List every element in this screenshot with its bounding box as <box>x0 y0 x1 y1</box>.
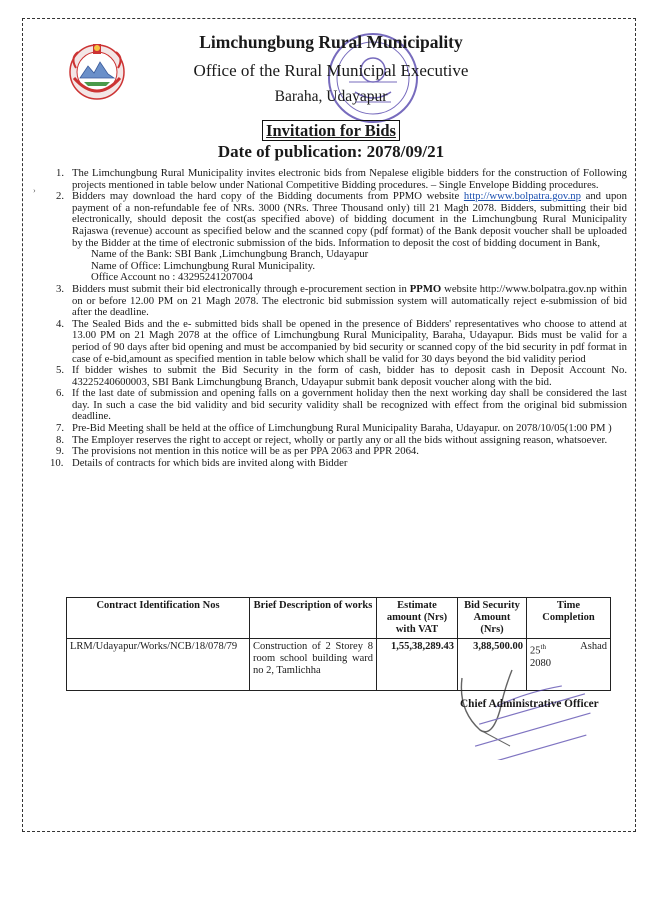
list-item <box>56 190 627 284</box>
item-text: If the last date of submission and opening falls on a government holiday then the next working day shall be considered the last day. In such a case the bid validity and bid security validity shall be recognized with effect from the original bid submission deadline. <box>72 387 627 423</box>
item-text-continued: website http://www.bolpatra.gov.np within on or before 12.00 PM on 21 Magh 2078. The electronic bid submission system will automatically reject e-submission of bid after the deadline. <box>72 282 627 319</box>
organization-name: Limchungbung Rural Municipality <box>199 32 463 52</box>
item-number: 10. <box>50 456 64 469</box>
publication-date: Date of publication: 2078/09/21 <box>217 142 445 161</box>
notice-title-text: Invitation for Bids <box>262 120 400 141</box>
estimate-amount: 1,55,38,289.43 <box>377 639 458 691</box>
bid-security-amount: 3,88,500.00 <box>458 639 527 691</box>
completion-month: Ashad <box>580 641 607 652</box>
column-header: Time Completion <box>527 598 611 639</box>
item-number: 2. <box>56 190 65 203</box>
ppmo-bold: PPMO <box>409 282 442 295</box>
item-text: Details of contracts for which bids are invited along with Bidder <box>72 456 348 469</box>
notice-items <box>50 167 627 469</box>
list-item <box>56 167 627 191</box>
completion-day-suffix: th <box>540 643 546 651</box>
item-text: The provisions not mention in this notice will be as per PPA 2063 and PPR 2064. <box>72 445 419 458</box>
contract-id: LRM/Udayapur/Works/NCB/18/078/79 <box>67 639 250 691</box>
item-number: 1. <box>56 167 65 179</box>
item-text: If bidder wishes to submit the Bid Security in the form of cash, bidder has to deposit cash in Deposit Account No. 43225240600003, SBI Bank Limchungbung Branch, Udayapur submit bank deposit voucher along with the bid. <box>72 364 627 388</box>
item-text: The Sealed Bids and the e- submitted bids shall be opened in the presence of Bidders' representatives who choose to attend at 13.00 PM on 21 Magh 2078 at the office of Limchungbung Rural Municipality, Baraha, Udayapur. Bids must be valid for a period of 90 days after bid opening and must be accompanied by bid security or scanned copy of the bid security in pdf format in case of e-bid,amount as specified mention in table below which shall be valid for 30 days beyond the bid validity period <box>72 317 627 365</box>
list-item <box>56 387 627 423</box>
item-number: 3. <box>56 282 65 295</box>
signature-title: Chief Administrative Officer <box>460 698 599 710</box>
list-item <box>56 282 627 319</box>
item-number: 4. <box>56 317 65 330</box>
item-text: Bidders must submit their bid electronically through e-procurement section in <box>72 282 410 295</box>
office-name-line: Name of Office: Limchungbung Rural Municipality. <box>91 259 316 272</box>
margin-mark: › <box>33 186 36 195</box>
item-text: The Employer reserves the right to accept or reject, wholly or partly any or all the bids without assigning reason, whatsoever. <box>72 433 608 446</box>
completion-year: 2080 <box>530 657 551 669</box>
column-header: Estimate amount (Nrs) with VAT <box>377 598 458 639</box>
notice-title <box>0 120 662 141</box>
item-number: 8. <box>56 433 65 446</box>
list-item <box>56 317 627 365</box>
list-item <box>50 456 627 470</box>
item-text: Bidders may download the hard copy of the Bidding documents from PPMO website <box>72 190 464 203</box>
bank-name: Name of the Bank: SBI Bank ,Limchungbung Branch, Udayapur <box>91 248 369 261</box>
item-text: Pre-Bid Meeting shall be held at the office of Limchungbung Rural Municipality Baraha, Udayapur. on 2078/10/05(1:00 PM ) <box>72 422 612 435</box>
office-name: Office of the Rural Municipal Executive <box>193 61 469 80</box>
office-account: Office Account no : 43295241207004 <box>91 271 253 284</box>
item-text-continued: and upon payment of a non-refundable fee of NRs. 3000 (NRs. Three Thousand only) till 21 Magh 2078. Bidders, submitting their bid electronically, should deposit the cost(as specified above) of bidding document in the Limchungbung Rural Municipality Rajaswa (revenue) account as specified below and the scanned copy (pdf format) of the Bank deposit voucher shall be uploaded by the Bidder at the time of electronic submission of the bids. Information to deposit the cost of bidding document in Bank, <box>72 190 627 249</box>
table-header-row <box>67 598 611 639</box>
column-header: Bid Security Amount (Nrs) <box>458 598 527 639</box>
list-item <box>56 364 627 388</box>
work-description: Construction of 2 Storey 8 room school building ward no 2, Tamlichha <box>250 639 377 691</box>
item-text: The Limchungbung Rural Municipality invites electronic bids from Nepalese eligible bidders for the construction of Following projects mentioned in table below under National Competitive Bidding procedures. – Single Envelope Bidding procedures. <box>72 167 627 191</box>
item-number: 7. <box>56 422 65 435</box>
bolpatra-link[interactable]: http://www.bolpatra.gov.np <box>463 190 581 203</box>
item-number: 5. <box>56 364 65 377</box>
completion-day: 25 <box>530 645 541 657</box>
office-address: Baraha, Udayapur <box>274 88 388 105</box>
item-number: 9. <box>56 445 65 458</box>
column-header: Brief Description of works <box>250 598 377 639</box>
item-number: 6. <box>56 387 65 400</box>
column-header: Contract Identification Nos <box>67 598 250 639</box>
